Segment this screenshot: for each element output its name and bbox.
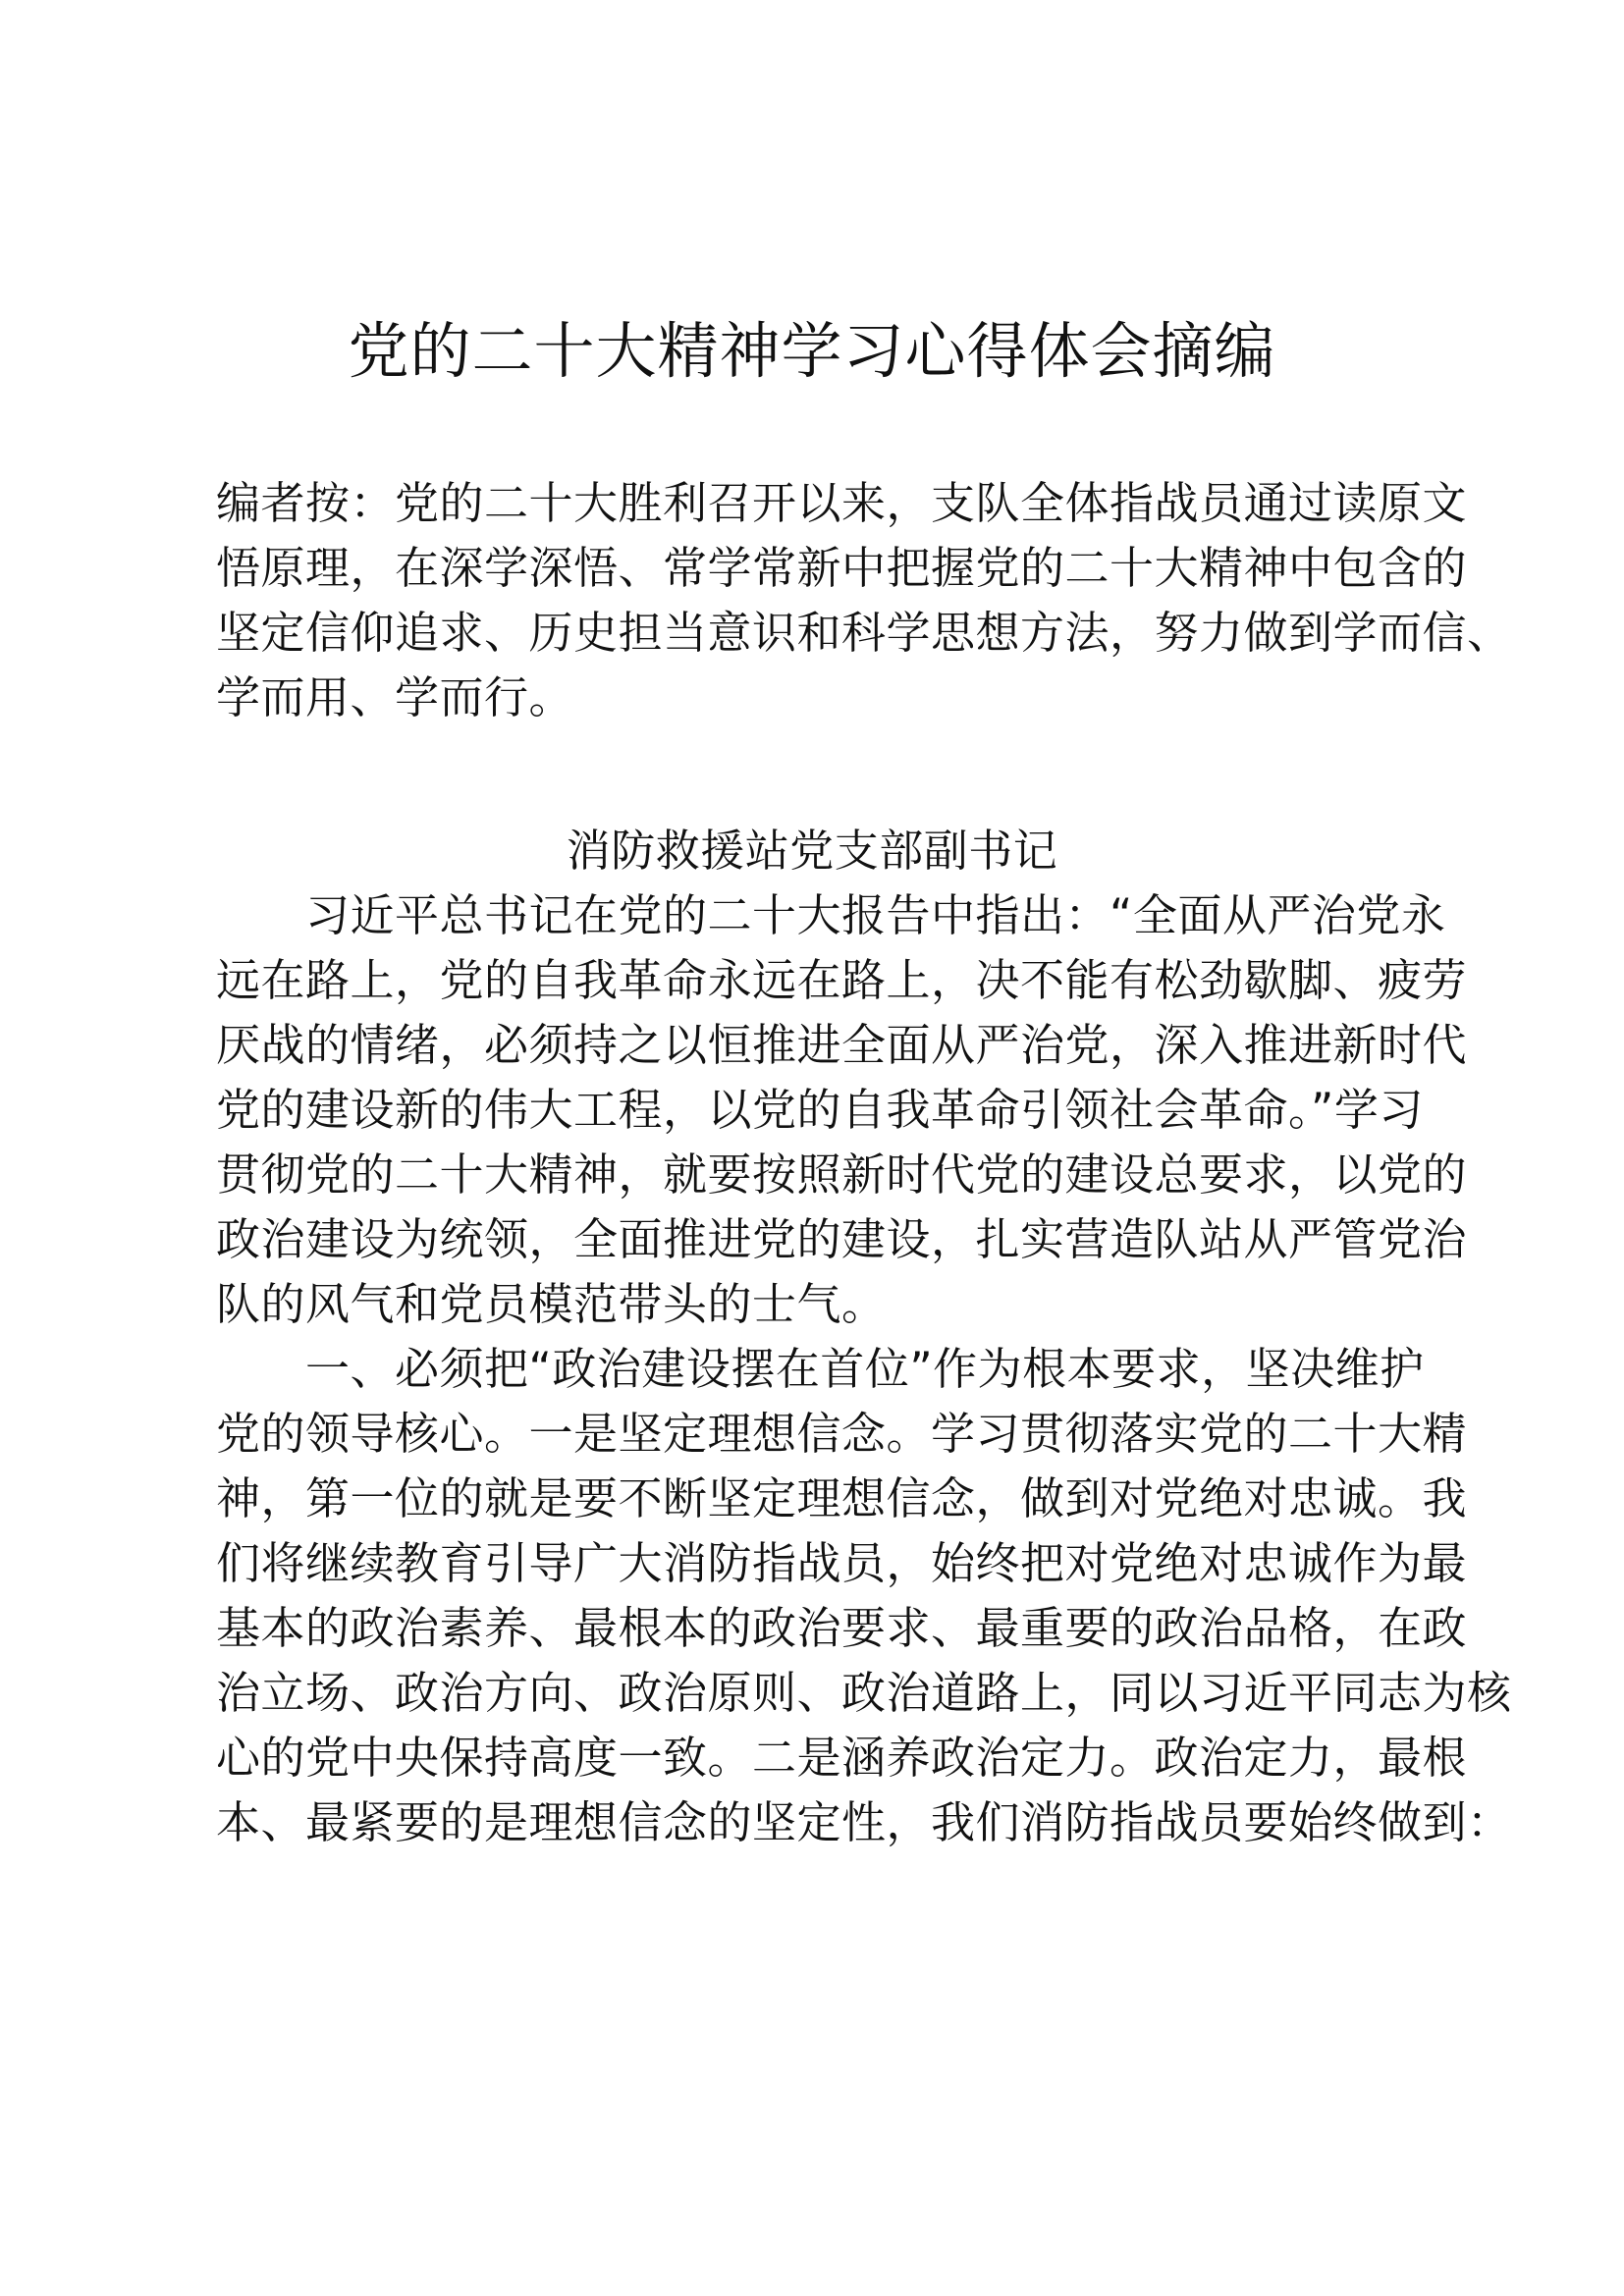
paragraph-line: 治立场、政治方向、政治原则、政治道路上，同以习近平同志为核 xyxy=(216,1667,1512,1719)
paragraph-line: 党的建设新的伟大工程，以党的自我革命引领社会革命。”学习 xyxy=(216,1084,1424,1136)
editor-note-line: 坚定信仰追求、历史担当意识和科学思想方法，努力做到学而信、 xyxy=(216,607,1512,659)
paragraph-line: 神，第一位的就是要不断坚定理想信念，做到对党绝对忠诚。我 xyxy=(216,1472,1468,1524)
document-title: 党的二十大精神学习心得体会摘编 xyxy=(348,315,1276,387)
editor-note-line: 编者按：党的二十大胜利召开以来，支队全体指战员通过读原文 xyxy=(216,477,1468,529)
paragraph-line: 政治建设为统领，全面推进党的建设，扎实营造队站从严管党治 xyxy=(216,1213,1468,1265)
paragraph-line: 心的党中央保持高度一致。二是涵养政治定力。政治定力，最根 xyxy=(216,1732,1468,1784)
editor-note-line: 悟原理，在深学深悟、常学常新中把握党的二十大精神中包含的 xyxy=(216,542,1468,594)
paragraph-line: 本、最紧要的是理想信念的坚定性，我们消防指战员要始终做到： xyxy=(216,1796,1512,1848)
paragraph-line: 党的领导核心。一是坚定理想信念。学习贯彻落实党的二十大精 xyxy=(216,1408,1468,1460)
paragraph-line: 队的风气和党员模范带头的士气。 xyxy=(216,1278,887,1330)
paragraph-line: 一、必须把“政治建设摆在首位”作为根本要求，坚决维护 xyxy=(216,1343,1425,1395)
author-title: 消防救援站党支部副书记 xyxy=(566,825,1058,877)
paragraph-line: 厌战的情绪，必须持之以恒推进全面从严治党，深入推进新时代 xyxy=(216,1019,1468,1071)
paragraph-line: 们将继续教育引导广大消防指战员，始终把对党绝对忠诚作为最 xyxy=(216,1537,1468,1589)
paragraph-line: 基本的政治素养、最根本的政治要求、最重要的政治品格，在政 xyxy=(216,1602,1468,1654)
paragraph-line: 贯彻党的二十大精神，就要按照新时代党的建设总要求，以党的 xyxy=(216,1148,1468,1201)
paragraph-line: 习近平总书记在党的二十大报告中指出：“全面从严治党永 xyxy=(216,889,1446,941)
paragraph-line: 远在路上，党的自我革命永远在路上，决不能有松劲歇脚、疲劳 xyxy=(216,954,1468,1006)
editor-note-line: 学而用、学而行。 xyxy=(216,671,574,723)
